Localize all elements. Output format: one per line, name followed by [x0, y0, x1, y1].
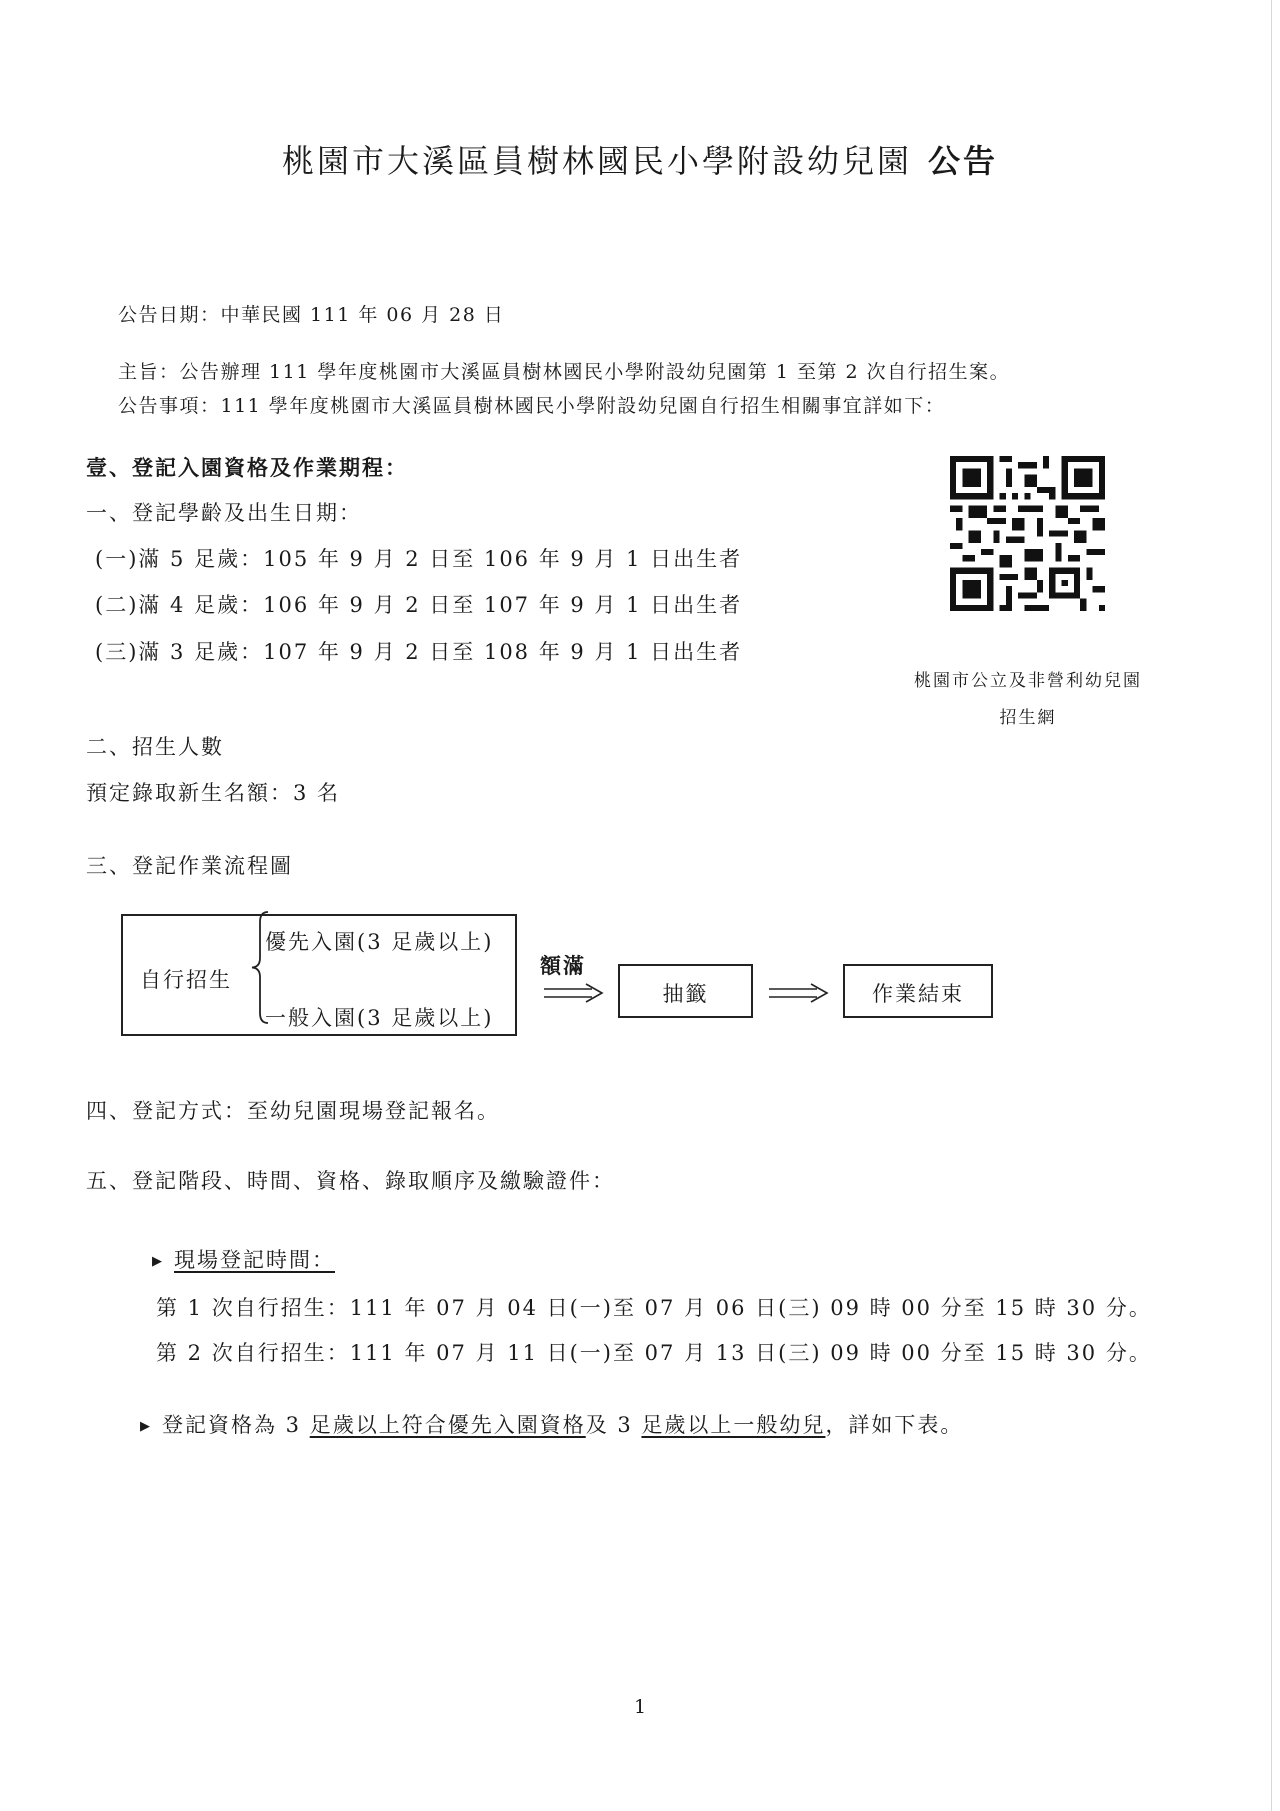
eligibility-priority: 足歲以上符合優先入園資格 — [309, 1413, 586, 1437]
section2-heading: 二、招生人數 — [86, 735, 224, 759]
flow-branch-general: 一般入園(3 足歲以上) — [265, 1006, 494, 1030]
double-arrow-icon — [542, 982, 604, 1004]
age-item-2: (二)滿 4 足歲：106 年 9 月 2 日至 107 年 9 月 1 日出生者 — [95, 593, 743, 617]
flow-branch-priority: 優先入園(3 足歲以上) — [265, 930, 494, 954]
eligibility-line — [140, 1409, 963, 1439]
onsite-time-label — [152, 1244, 335, 1274]
section3-heading: 三、登記作業流程圖 — [86, 854, 293, 878]
double-arrow-icon — [767, 982, 829, 1004]
onsite-time-text: 現場登記時間： — [174, 1248, 335, 1272]
eligibility-mid: 及 3 — [585, 1413, 642, 1437]
qr-caption-line1: 桃園市公立及非營利幼兒園 — [914, 671, 1142, 691]
qr-code-icon — [950, 456, 1105, 611]
flow-lottery-label: 抽籤 — [662, 982, 709, 1006]
quota-line: 預定錄取新生名額：3 名 — [86, 781, 341, 805]
title-bold: 公告 — [928, 142, 999, 180]
age-item-1: (一)滿 5 足歲：105 年 9 月 2 日至 106 年 9 月 1 日出生者 — [95, 547, 743, 571]
section5-heading: 五、登記階段、時間、資格、錄取順序及繳驗證件： — [86, 1169, 615, 1193]
flow-end-label: 作業結束 — [872, 982, 964, 1006]
flow-full-label: 額滿 — [540, 953, 586, 978]
triangle-bullet-icon: ▶ — [152, 1254, 164, 1269]
eligibility-suffix: ，詳如下表。 — [825, 1413, 964, 1437]
title-main: 桃園市大溪區員樹林國民小學附設幼兒園 — [281, 142, 912, 180]
subject-line: 主旨：公告辦理 111 學年度桃園市大溪區員樹林國民小學附設幼兒園第 1 至第 2 次自行招生案。 — [118, 361, 1011, 383]
flow-start-label: 自行招生 — [140, 968, 232, 992]
triangle-bullet-icon: ▶ — [140, 1419, 152, 1434]
page-number: 1 — [633, 1696, 647, 1718]
age-item-3: (三)滿 3 足歲：107 年 9 月 2 日至 108 年 9 月 1 日出生者 — [95, 640, 743, 664]
eligibility-prefix: 登記資格為 3 — [162, 1413, 310, 1437]
section4-text: 四、登記方式：至幼兒園現場登記報名。 — [86, 1099, 500, 1123]
eligibility-general: 足歲以上一般幼兒 — [641, 1413, 826, 1437]
page-edge — [1271, 0, 1272, 1811]
page-title — [0, 136, 1280, 182]
matters-line: 公告事項：111 學年度桃園市大溪區員樹林國民小學附設幼兒園自行招生相關事宜詳如下： — [118, 395, 946, 417]
round2-schedule: 第 2 次自行招生：111 年 07 月 11 日(一)至 07 月 13 日(三) 09 時 00 分至 15 時 30 分。 — [156, 1341, 1152, 1365]
announce-date: 公告日期：中華民國 111 年 06 月 28 日 — [118, 304, 505, 326]
round1-schedule: 第 1 次自行招生：111 年 07 月 04 日(一)至 07 月 06 日(三) 09 時 00 分至 15 時 30 分。 — [156, 1296, 1152, 1320]
qr-caption-line2: 招生網 — [999, 708, 1057, 728]
section1-sub1: 一、登記學齡及出生日期： — [86, 501, 362, 525]
section1-heading: 壹、登記入園資格及作業期程： — [86, 455, 408, 480]
